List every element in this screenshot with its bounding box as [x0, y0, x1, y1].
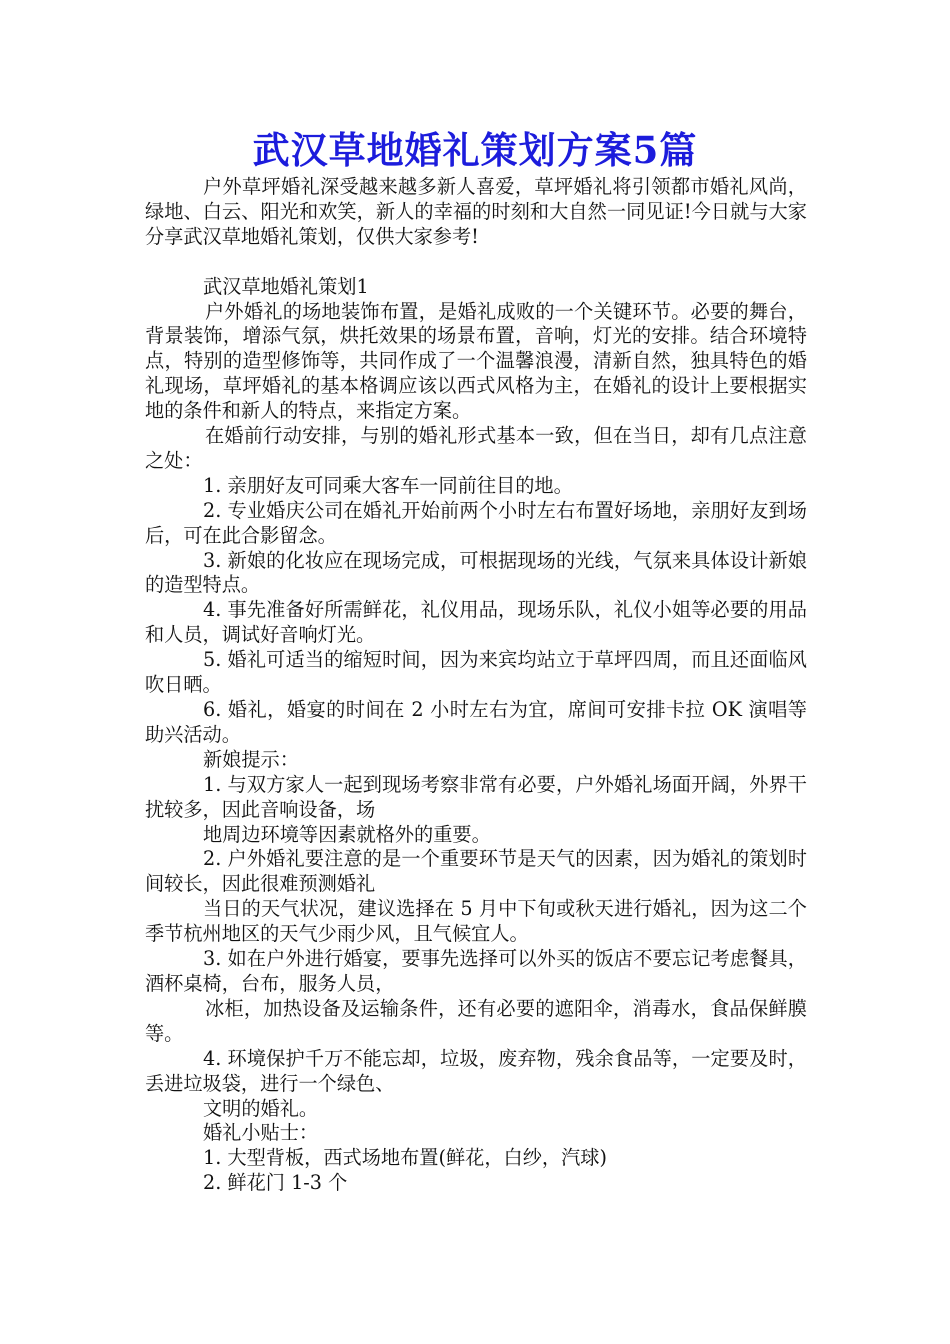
paragraph: 在婚前行动安排，与别的婚礼形式基本一致，但在当日，却有几点注意之处： — [145, 424, 807, 472]
paragraph: 新娘提示： — [203, 747, 299, 771]
paragraph: 1. 亲朋好友可同乘大客车一同前往目的地。 — [203, 473, 573, 497]
paragraph: 户外草坪婚礼深受越来越多新人喜爱，草坪婚礼将引领都市婚礼风尚，绿地、白云、阳光和欢笑，新人的幸福的时刻和大自然一同见证!今日就与大家分享武汉草地婚礼策划，仅供大家参考! — [145, 175, 807, 248]
paragraph: 冰柜，加热设备及运输条件，还有必要的遮阳伞，消毒水，食品保鲜膜等。 — [145, 996, 807, 1045]
paragraph: 2. 鲜花门 1-3 个 — [203, 1171, 348, 1195]
paragraph: 1. 与双方家人一起到现场考察非常有必要，户外婚礼场面开阔，外界干扰较多，因此音响设备，场 — [145, 772, 807, 821]
document-title: 武汉草地婚礼策划方案5篇 — [252, 128, 698, 172]
paragraph: 1. 大型背板，西式场地布置(鲜花，白纱，汽球) — [203, 1146, 607, 1170]
paragraph: 2. 户外婚礼要注意的是一个重要环节是天气的因素，因为婚礼的策划时间较长，因此很难预测婚礼 — [145, 847, 807, 896]
paragraph: 户外婚礼的场地装饰布置，是婚礼成败的一个关键环节。必要的舞台，背景装饰，增添气氛，烘托效果的场景布置，音响，灯光的安排。结合环境特点，特别的造型修饰等，共同作成了一个温馨浪漫，清新自然，独具特色的婚礼现场，草坪婚礼的基本格调应该以西式风格为主，在婚礼的设计上要根据实地的条件和新人的特点，来指定方案。 — [145, 299, 807, 423]
paragraph: 婚礼小贴士： — [203, 1121, 319, 1145]
paragraph: 6. 婚礼，婚宴的时间在 2 小时左右为宜，席间可安排卡拉 OK 演唱等助兴活动。 — [145, 698, 807, 746]
paragraph: 2. 专业婚庆公司在婚礼开始前两个小时左右布置好场地，亲朋好友到场后，可在此合影留念。 — [145, 498, 807, 547]
paragraph: 4. 环境保护千万不能忘却，垃圾，废弃物，残余食品等，一定要及时，丢进垃圾袋，进行一个绿色、 — [145, 1046, 807, 1095]
paragraph: 3. 新娘的化妆应在现场完成，可根据现场的光线，气氛来具体设计新娘的造型特点。 — [145, 548, 807, 597]
paragraph-spacer — [145, 250, 807, 275]
paragraph: 武汉草地婚礼策划1 — [203, 274, 369, 298]
paragraph: 文明的婚礼。 — [203, 1096, 319, 1120]
document-body — [145, 175, 807, 1196]
paragraph: 地周边环境等因素就格外的重要。 — [203, 822, 491, 846]
paragraph: 当日的天气状况，建议选择在 5 月中下旬或秋天进行婚礼，因为这二个季节杭州地区的天气少雨少风，且气候宜人。 — [145, 897, 807, 946]
paragraph: 3. 如在户外进行婚宴，要事先选择可以外买的饭店不要忘记考虑餐具，酒杯桌椅，台布，服务人员， — [145, 947, 807, 995]
paragraph: 5. 婚礼可适当的缩短时间，因为来宾均站立于草坪四周，而且还面临风吹日晒。 — [145, 648, 807, 697]
paragraph: 4. 事先准备好所需鲜花，礼仪用品，现场乐队，礼仪小姐等必要的用品和人员，调试好音响灯光。 — [145, 598, 807, 647]
